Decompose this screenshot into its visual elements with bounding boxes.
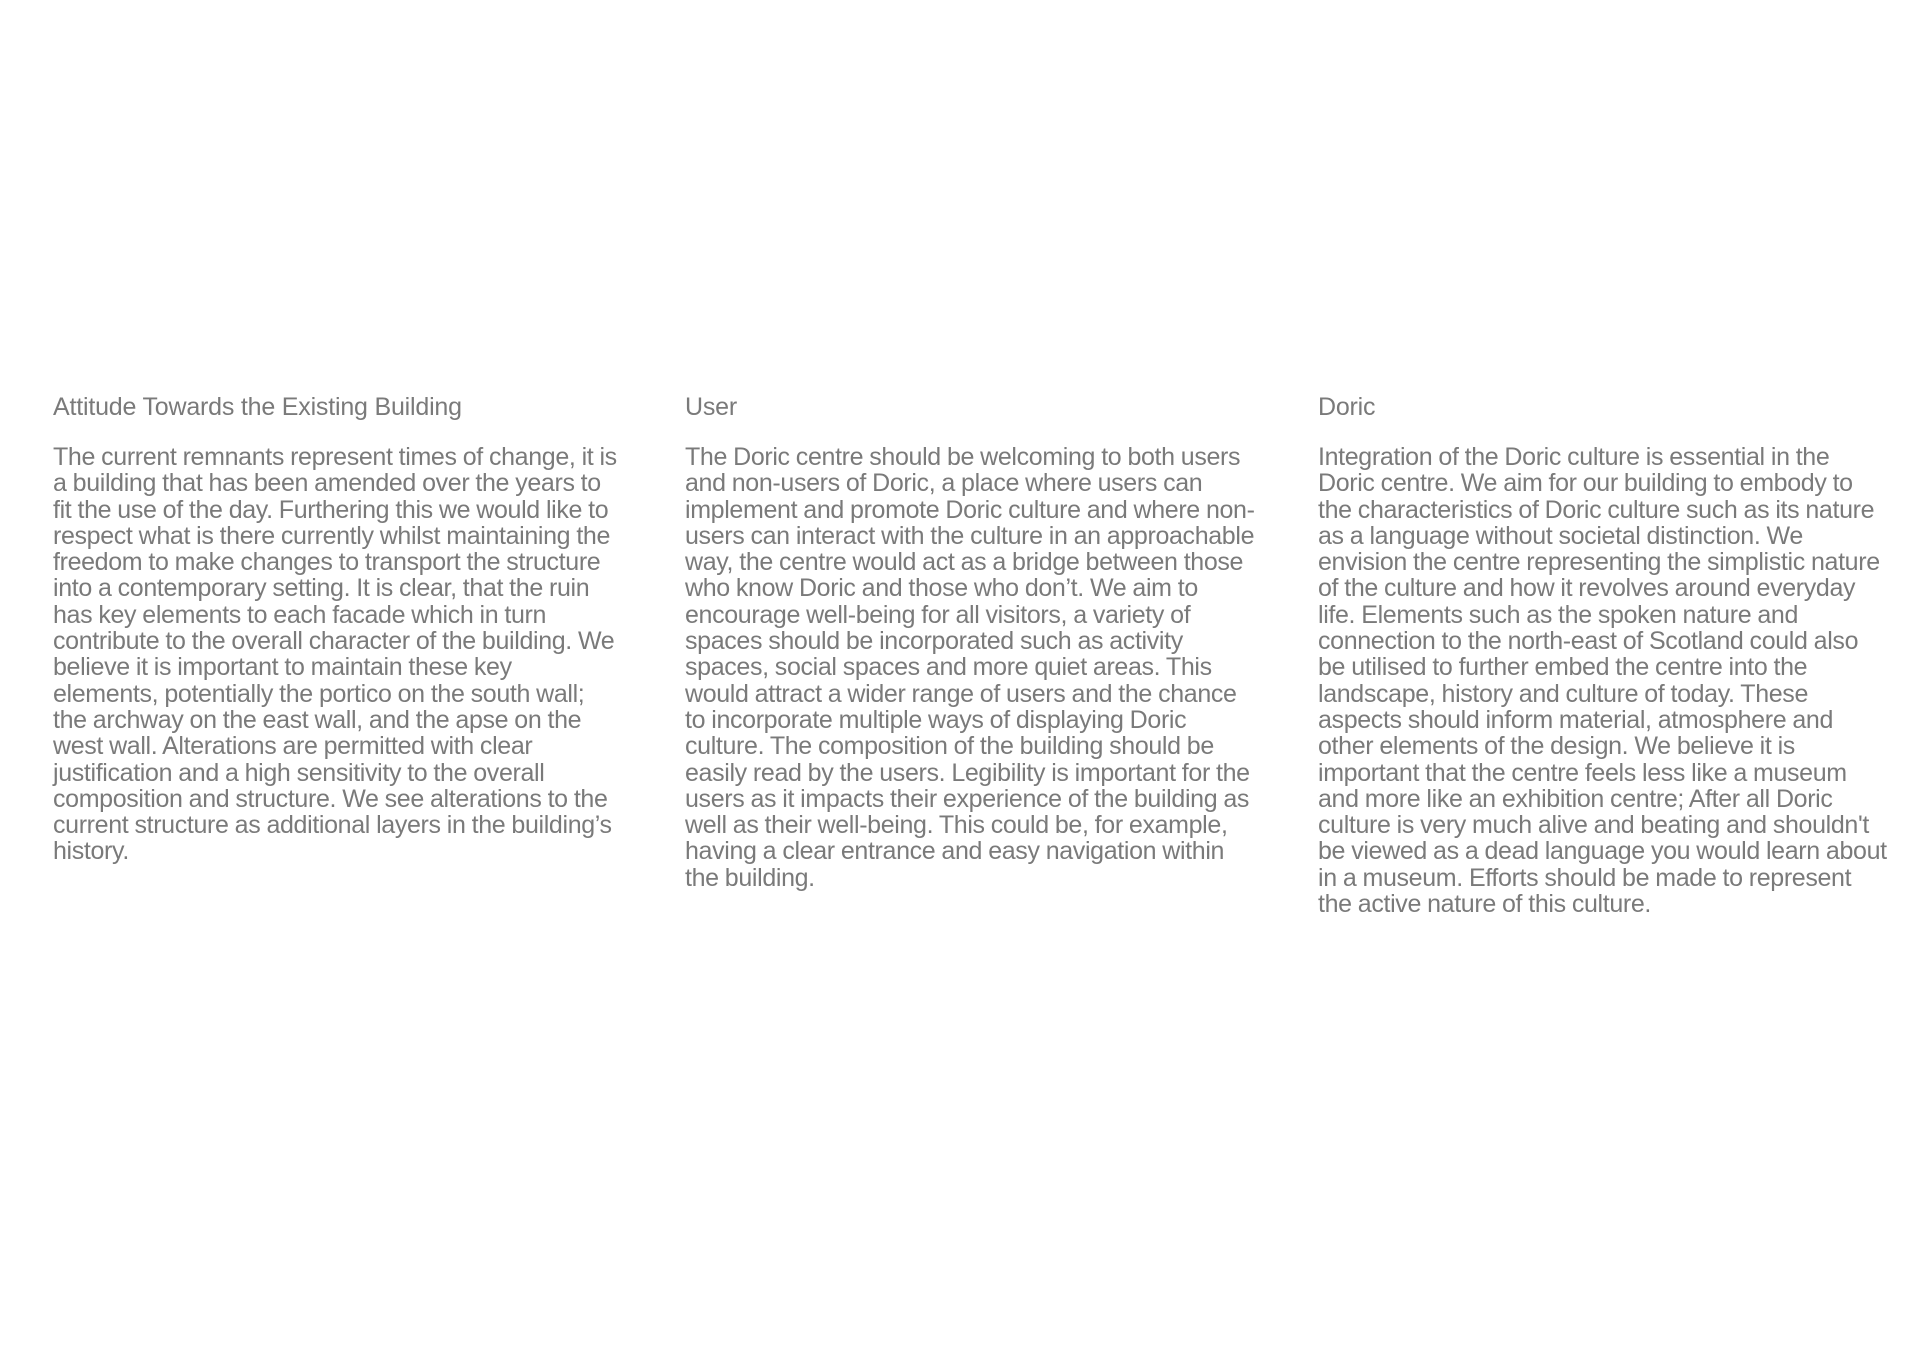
body-doric: Integration of the Doric culture is essential in the Doric centre. We aim for our building to embody to the characteristics of Doric culture such as its nature as a language without societal distinction. We envision the centre representing the simplistic nature of the culture and how it revolves around everyday life. Elements such as the spoken nature and connection to the north-east of Scotland could also be utilised to further embed the centre into the landscape, history and culture of today. These aspects should inform material, atmosphere and other elements of the design. We believe it is important that the centre feels less like a museum and more like an exhibition centre; After all Doric culture is very much alive and beating and shouldn't be viewed as a dead language you would learn about in a museum. Efforts should be made to represent the active nature of this culture.: [1318, 443, 1887, 919]
body-existing-building: The current remnants represent times of change, it is a building that has been amended over the years to fit the use of the day. Furthering this we would like to respect what is there currently whilst maintaining the freedom to make changes to transport the structure into a contemporary setting. It is clear, that the ruin has key elements to each facade which in turn contribute to the overall character of the building. We believe it is important to maintain these key elements, potentially the portico on the south wall; the archway on the east wall, and the apse on the west wall. Alterations are permitted with clear justification and a high sensitivity to the overall composition and structure. We see alterations to the current structure as additional layers in the building’s history.: [53, 443, 617, 866]
column-existing-building: [53, 392, 623, 865]
column-doric: [1318, 392, 1888, 917]
heading-doric: Doric: [1318, 393, 1376, 421]
heading-existing-building: Attitude Towards the Existing Building: [53, 393, 462, 421]
body-user: The Doric centre should be welcoming to both users and non-users of Doric, a place where users can implement and promote Doric culture and where non-users can interact with the culture in an approachable way, the centre would act as a bridge between those who know Doric and those who don’t. We aim to encourage well-being for all visitors, a variety of spaces should be incorporated such as activity spaces, social spaces and more quiet areas. This would attract a wider range of users and the chance to incorporate multiple ways of displaying Doric culture. The composition of the building should be easily read by the users. Legibility is important for the users as it impacts their experience of the building as well as their well-being. This could be, for example, having a clear entrance and easy navigation within the building.: [685, 443, 1255, 892]
heading-user: User: [685, 393, 737, 421]
column-user: [685, 392, 1255, 891]
